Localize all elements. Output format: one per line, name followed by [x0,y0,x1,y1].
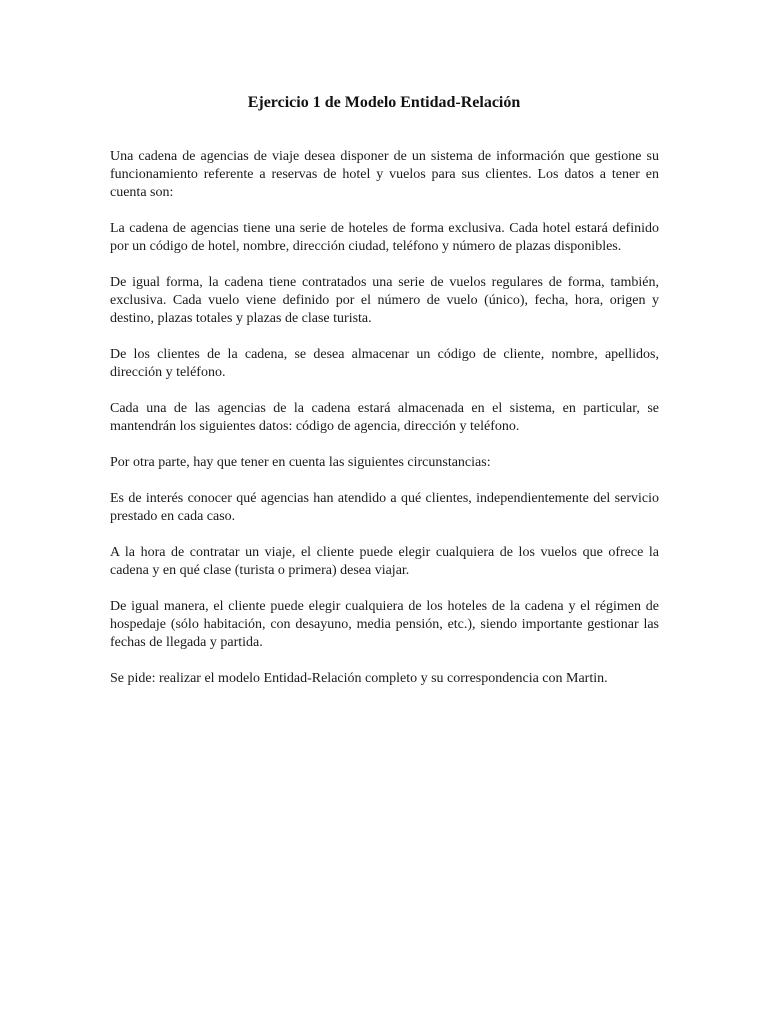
document-title: Ejercicio 1 de Modelo Entidad-Relación [247,94,521,111]
paragraph-circumstances: Por otra parte, hay que tener en cuenta las siguientes circunstancias: [110,455,491,470]
document-body [110,148,659,706]
paragraph-hotels: La cadena de agencias tiene una serie de hoteles de forma exclusiva. Cada hotel estará definido por un código de hotel, nombre, dirección ciudad, teléfono y número de plazas disponibles. [110,221,659,254]
paragraph-intro: Una cadena de agencias de viaje desea disponer de un sistema de información que gestione su funcionamiento referente a reservas de hotel y vuelos para sus clientes. Los datos a tener en cuenta son: [110,149,659,200]
paragraph-flights: De igual forma, la cadena tiene contratados una serie de vuelos regulares de forma, también, exclusiva. Cada vuelo viene definido por el número de vuelo (único), fecha, hora, origen y destino, plazas totales y plazas de clase turista. [110,275,659,326]
paragraph-flight-contract: A la hora de contratar un viaje, el cliente puede elegir cualquiera de los vuelos que ofrece la cadena y en qué clase (turista o primera) desea viajar. [110,545,659,578]
paragraph-task: Se pide: realizar el modelo Entidad-Relación completo y su correspondencia con Martin. [110,671,608,686]
paragraph-agencies: Cada una de las agencias de la cadena estará almacenada en el sistema, en particular, se mantendrán los siguientes datos: código de agencia, dirección y teléfono. [110,401,659,434]
paragraph-clients: De los clientes de la cadena, se desea almacenar un código de cliente, nombre, apellidos, dirección y teléfono. [110,347,659,380]
paragraph-hotel-stay: De igual manera, el cliente puede elegir cualquiera de los hoteles de la cadena y el régimen de hospedaje (sólo habitación, con desayuno, media pensión, etc.), siendo importante gestionar las fechas de llegada y partida. [110,599,659,650]
paragraph-agency-clients: Es de interés conocer qué agencias han atendido a qué clientes, independientemente del servicio prestado en cada caso. [110,491,659,524]
